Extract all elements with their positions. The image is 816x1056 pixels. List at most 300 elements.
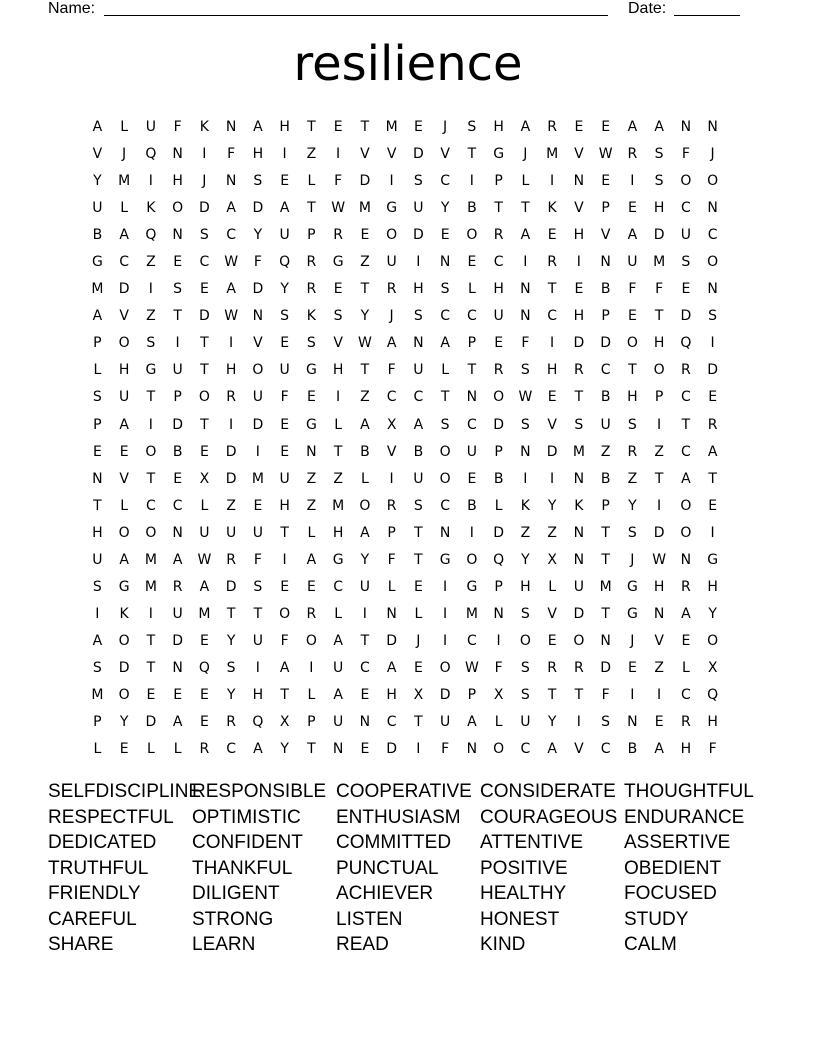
grid-letter[interactable]: L [307, 173, 316, 190]
grid-letter[interactable]: Y [440, 200, 450, 217]
grid-letter[interactable]: I [389, 470, 394, 487]
grid-letter[interactable]: E [306, 389, 316, 406]
grid-letter[interactable]: Q [145, 146, 157, 163]
grid-letter[interactable]: O [279, 605, 291, 622]
grid-letter[interactable]: I [229, 416, 234, 433]
grid-letter[interactable]: R [707, 416, 718, 433]
grid-letter[interactable]: K [146, 200, 156, 217]
grid-letter[interactable]: T [601, 605, 610, 622]
grid-letter[interactable]: H [386, 687, 397, 703]
grid-letter[interactable]: T [146, 659, 156, 676]
grid-letter[interactable]: A [440, 335, 450, 352]
grid-letter[interactable]: G [145, 362, 157, 379]
grid-letter[interactable]: O [707, 173, 719, 190]
grid-letter[interactable]: L [173, 741, 182, 758]
grid-letter[interactable]: C [226, 741, 237, 758]
grid-letter[interactable]: X [707, 659, 718, 676]
grid-letter[interactable]: T [360, 119, 370, 136]
grid-letter[interactable]: I [550, 173, 555, 190]
grid-letter[interactable]: E [360, 227, 370, 244]
grid-letter[interactable]: Y [360, 308, 370, 325]
grid-letter[interactable]: C [386, 714, 397, 731]
grid-letter[interactable]: L [200, 497, 209, 514]
grid-letter[interactable]: A [681, 470, 691, 487]
grid-letter[interactable]: O [386, 227, 398, 244]
grid-letter[interactable]: T [280, 687, 289, 703]
grid-letter[interactable]: U [172, 362, 183, 379]
grid-letter[interactable]: T [654, 308, 664, 325]
grid-letter[interactable]: N [172, 227, 183, 244]
grid-letter[interactable]: T [226, 605, 236, 622]
grid-letter[interactable]: A [654, 741, 664, 758]
grid-letter[interactable]: C [600, 741, 611, 758]
grid-letter[interactable]: S [681, 254, 691, 271]
grid-letter[interactable]: R [627, 443, 638, 460]
grid-letter[interactable]: F [253, 551, 262, 568]
grid-letter[interactable]: S [440, 281, 450, 298]
grid-letter[interactable]: W [598, 146, 613, 163]
grid-letter[interactable]: A [360, 416, 370, 433]
grid-letter[interactable]: B [360, 443, 370, 460]
grid-letter[interactable]: P [467, 335, 477, 352]
grid-letter[interactable]: H [493, 281, 504, 298]
grid-letter[interactable]: F [253, 254, 262, 271]
grid-letter[interactable]: A [119, 227, 129, 244]
grid-letter[interactable]: L [521, 173, 530, 190]
grid-letter[interactable]: S [467, 119, 477, 136]
grid-letter[interactable]: O [439, 443, 451, 460]
grid-letter[interactable]: U [252, 389, 263, 406]
grid-letter[interactable]: C [466, 308, 477, 325]
grid-letter[interactable]: L [441, 362, 450, 379]
grid-letter[interactable]: D [172, 632, 184, 649]
grid-letter[interactable]: G [386, 200, 398, 217]
grid-letter[interactable]: E [280, 443, 290, 460]
grid-letter[interactable]: A [199, 578, 210, 595]
grid-letter[interactable]: S [199, 227, 209, 244]
grid-letter[interactable]: M [546, 146, 559, 163]
grid-letter[interactable]: L [307, 687, 316, 703]
grid-letter[interactable]: H [653, 335, 665, 352]
grid-letter[interactable]: I [148, 416, 153, 433]
grid-letter[interactable]: Y [360, 551, 370, 568]
grid-letter[interactable]: T [307, 741, 316, 758]
grid-letter[interactable]: I [469, 524, 474, 541]
grid-letter[interactable]: V [386, 146, 397, 163]
grid-letter[interactable]: V [654, 632, 664, 649]
grid-letter[interactable]: O [466, 551, 478, 568]
grid-letter[interactable]: A [386, 335, 397, 352]
grid-letter[interactable]: E [681, 632, 691, 649]
grid-letter[interactable]: T [307, 119, 316, 136]
grid-letter[interactable]: L [494, 497, 503, 514]
grid-letter[interactable]: W [652, 551, 667, 568]
grid-letter[interactable]: Z [360, 389, 370, 406]
grid-letter[interactable]: T [280, 524, 289, 541]
grid-letter[interactable]: Y [226, 687, 236, 703]
grid-letter[interactable]: U [413, 200, 424, 217]
grid-letter[interactable]: K [520, 497, 530, 514]
grid-letter[interactable]: Z [226, 497, 236, 514]
grid-letter[interactable]: I [362, 605, 367, 622]
grid-letter[interactable]: V [333, 335, 343, 352]
grid-letter[interactable]: I [175, 335, 180, 352]
grid-letter[interactable]: D [412, 227, 424, 244]
grid-letter[interactable]: C [226, 227, 237, 244]
grid-letter[interactable]: Z [146, 308, 156, 325]
grid-letter[interactable]: C [440, 497, 451, 514]
grid-letter[interactable]: O [493, 741, 505, 758]
grid-letter[interactable]: E [173, 687, 183, 703]
grid-letter[interactable]: L [93, 741, 102, 758]
grid-letter[interactable]: B [493, 470, 504, 487]
grid-letter[interactable]: C [520, 741, 531, 758]
grid-letter[interactable]: C [440, 173, 451, 190]
grid-letter[interactable]: N [573, 551, 585, 568]
grid-letter[interactable]: Q [252, 714, 264, 731]
grid-letter[interactable]: R [627, 146, 638, 163]
grid-letter[interactable]: E [119, 443, 129, 460]
grid-letter[interactable]: T [547, 281, 557, 298]
grid-letter[interactable]: A [226, 200, 236, 217]
grid-letter[interactable]: T [601, 551, 610, 568]
grid-letter[interactable]: Q [198, 659, 210, 676]
grid-letter[interactable]: I [255, 659, 260, 676]
grid-letter[interactable]: I [148, 281, 153, 298]
grid-letter[interactable]: H [707, 714, 718, 731]
grid-letter[interactable]: R [547, 119, 557, 136]
grid-letter[interactable]: S [413, 497, 423, 514]
grid-letter[interactable]: I [336, 146, 341, 163]
grid-letter[interactable]: H [520, 578, 531, 595]
grid-letter[interactable]: B [467, 200, 477, 217]
grid-letter[interactable]: X [386, 416, 397, 433]
grid-letter[interactable]: R [574, 659, 584, 676]
grid-letter[interactable]: H [627, 389, 638, 406]
grid-letter[interactable]: L [120, 119, 129, 136]
grid-letter[interactable]: E [547, 389, 557, 406]
grid-letter[interactable]: E [306, 578, 316, 595]
grid-letter[interactable]: A [333, 687, 343, 703]
grid-letter[interactable]: A [92, 119, 103, 136]
grid-letter[interactable]: T [200, 416, 209, 433]
grid-letter[interactable]: O [707, 254, 719, 271]
grid-letter[interactable]: G [439, 551, 451, 568]
grid-letter[interactable]: I [630, 173, 635, 190]
grid-letter[interactable]: Y [226, 632, 236, 649]
grid-letter[interactable]: S [520, 605, 530, 622]
grid-letter[interactable]: T [601, 524, 610, 541]
grid-letter[interactable]: E [627, 659, 637, 676]
grid-letter[interactable]: Z [627, 470, 638, 487]
grid-letter[interactable]: Q [493, 551, 505, 568]
grid-letter[interactable]: E [413, 119, 423, 136]
grid-letter[interactable]: T [333, 443, 343, 460]
grid-letter[interactable]: A [92, 632, 103, 649]
grid-letter[interactable]: R [306, 254, 317, 271]
grid-letter[interactable]: V [547, 416, 557, 433]
grid-letter[interactable]: T [360, 632, 370, 649]
grid-letter[interactable]: U [413, 362, 424, 379]
grid-letter[interactable]: E [280, 335, 290, 352]
grid-letter[interactable]: C [119, 254, 130, 271]
grid-letter[interactable]: E [92, 443, 102, 460]
grid-letter[interactable]: R [226, 551, 236, 568]
grid-letter[interactable]: X [493, 687, 504, 703]
grid-letter[interactable]: F [521, 335, 530, 352]
grid-letter[interactable]: A [279, 200, 290, 217]
grid-letter[interactable]: Y [628, 497, 637, 514]
grid-letter[interactable]: D [493, 524, 505, 541]
grid-letter[interactable]: A [627, 119, 638, 136]
grid-letter[interactable]: N [600, 632, 611, 649]
grid-letter[interactable]: N [252, 308, 264, 325]
grid-letter[interactable]: D [439, 687, 451, 703]
grid-letter[interactable]: N [520, 443, 531, 460]
grid-letter[interactable]: M [358, 200, 371, 217]
grid-letter[interactable]: D [386, 632, 398, 649]
grid-letter[interactable]: V [440, 146, 450, 163]
grid-letter[interactable]: V [386, 443, 397, 460]
grid-letter[interactable]: P [494, 443, 503, 460]
grid-letter[interactable]: R [574, 362, 584, 379]
grid-letter[interactable]: Z [654, 443, 664, 460]
grid-letter[interactable]: R [681, 362, 691, 379]
grid-letter[interactable]: S [601, 714, 611, 731]
grid-letter[interactable]: V [119, 308, 129, 325]
grid-letter[interactable]: J [523, 146, 528, 163]
grid-letter[interactable]: V [574, 146, 584, 163]
grid-letter[interactable]: C [680, 200, 691, 217]
grid-letter[interactable]: N [600, 254, 611, 271]
grid-letter[interactable]: E [119, 741, 129, 758]
grid-letter[interactable]: U [493, 308, 504, 325]
grid-letter[interactable]: F [708, 741, 717, 758]
grid-letter[interactable]: O [198, 389, 210, 406]
grid-letter[interactable]: P [93, 416, 102, 433]
grid-letter[interactable]: I [282, 551, 287, 568]
grid-letter[interactable]: A [413, 416, 424, 433]
grid-letter[interactable]: L [334, 605, 343, 622]
grid-letter[interactable]: B [600, 470, 611, 487]
grid-letter[interactable]: O [172, 200, 184, 217]
grid-letter[interactable]: N [172, 146, 183, 163]
grid-letter[interactable]: E [253, 497, 263, 514]
grid-letter[interactable]: J [202, 173, 207, 190]
grid-letter[interactable]: M [144, 551, 157, 568]
grid-letter[interactable]: E [199, 281, 209, 298]
grid-letter[interactable]: W [331, 200, 346, 217]
grid-letter[interactable]: D [225, 443, 237, 460]
grid-letter[interactable]: U [279, 227, 290, 244]
grid-letter[interactable]: E [413, 659, 423, 676]
grid-letter[interactable]: F [628, 281, 637, 298]
grid-letter[interactable]: G [332, 551, 344, 568]
grid-letter[interactable]: I [229, 335, 234, 352]
grid-letter[interactable]: S [333, 308, 343, 325]
grid-letter[interactable]: N [332, 741, 344, 758]
grid-letter[interactable]: D [600, 335, 612, 352]
grid-letter[interactable]: J [122, 146, 127, 163]
grid-letter[interactable]: T [253, 605, 263, 622]
grid-letter[interactable]: A [333, 632, 343, 649]
grid-letter[interactable]: O [626, 335, 638, 352]
grid-letter[interactable]: H [546, 362, 558, 379]
grid-letter[interactable]: N [707, 119, 718, 136]
grid-letter[interactable]: F [280, 389, 289, 406]
grid-letter[interactable]: U [252, 632, 263, 649]
grid-letter[interactable]: I [389, 173, 394, 190]
grid-letter[interactable]: L [548, 578, 557, 595]
grid-letter[interactable]: C [493, 254, 504, 271]
grid-letter[interactable]: T [414, 524, 423, 541]
grid-letter[interactable]: N [707, 281, 718, 298]
grid-letter[interactable]: G [118, 578, 130, 595]
grid-letter[interactable]: T [307, 200, 316, 217]
grid-letter[interactable]: I [710, 335, 715, 352]
grid-letter[interactable]: T [146, 470, 156, 487]
grid-letter[interactable]: T [628, 362, 637, 379]
grid-letter[interactable]: H [707, 578, 718, 595]
grid-letter[interactable]: Z [306, 497, 317, 514]
grid-letter[interactable]: B [172, 443, 183, 460]
grid-letter[interactable]: E [360, 687, 370, 703]
grid-letter[interactable]: A [386, 659, 397, 676]
grid-letter[interactable]: U [333, 659, 344, 676]
grid-letter[interactable]: L [467, 281, 476, 298]
grid-letter[interactable]: H [332, 524, 344, 541]
grid-letter[interactable]: N [306, 443, 317, 460]
grid-letter[interactable]: I [657, 687, 662, 703]
grid-letter[interactable]: D [172, 416, 184, 433]
grid-letter[interactable]: U [199, 524, 210, 541]
grid-letter[interactable]: F [334, 173, 343, 190]
grid-letter[interactable]: I [148, 605, 153, 622]
grid-letter[interactable]: J [630, 551, 635, 568]
grid-letter[interactable]: N [573, 524, 585, 541]
grid-letter[interactable]: M [332, 497, 345, 514]
grid-letter[interactable]: F [387, 551, 396, 568]
grid-letter[interactable]: D [707, 362, 719, 379]
grid-letter[interactable]: U [386, 254, 397, 271]
grid-letter[interactable]: E [574, 119, 584, 136]
grid-letter[interactable]: T [494, 200, 503, 217]
grid-letter[interactable]: I [550, 335, 555, 352]
grid-letter[interactable]: E [627, 200, 637, 217]
grid-letter[interactable]: R [547, 659, 557, 676]
grid-letter[interactable]: C [413, 389, 424, 406]
grid-letter[interactable]: H [252, 146, 264, 163]
grid-letter[interactable]: I [657, 497, 662, 514]
grid-letter[interactable]: A [92, 308, 103, 325]
grid-letter[interactable]: U [413, 470, 424, 487]
grid-letter[interactable]: G [91, 254, 103, 271]
grid-letter[interactable]: A [467, 714, 477, 731]
grid-letter[interactable]: L [387, 578, 396, 595]
grid-letter[interactable]: M [118, 173, 131, 190]
grid-letter[interactable]: L [360, 470, 369, 487]
grid-letter[interactable]: Y [547, 714, 557, 731]
grid-letter[interactable]: R [199, 741, 210, 758]
grid-letter[interactable]: N [359, 714, 371, 731]
grid-letter[interactable]: R [547, 254, 557, 271]
grid-letter[interactable]: R [226, 389, 236, 406]
grid-letter[interactable]: V [600, 227, 611, 244]
grid-letter[interactable]: E [173, 254, 183, 271]
grid-letter[interactable]: N [439, 524, 451, 541]
grid-letter[interactable]: D [653, 227, 665, 244]
grid-letter[interactable]: O [359, 497, 371, 514]
grid-letter[interactable]: Q [145, 227, 157, 244]
grid-letter[interactable]: S [654, 146, 664, 163]
grid-letter[interactable]: P [173, 389, 182, 406]
grid-letter[interactable]: I [443, 632, 448, 649]
grid-letter[interactable]: U [92, 551, 103, 568]
grid-letter[interactable]: A [707, 443, 718, 460]
grid-letter[interactable]: A [654, 119, 664, 136]
grid-letter[interactable]: I [282, 146, 287, 163]
grid-letter[interactable]: T [521, 200, 530, 217]
grid-letter[interactable]: M [572, 443, 585, 460]
grid-letter[interactable]: I [710, 524, 715, 541]
grid-letter[interactable]: C [680, 389, 691, 406]
grid-letter[interactable]: U [279, 470, 290, 487]
grid-letter[interactable]: N [680, 119, 692, 136]
grid-letter[interactable]: E [708, 497, 718, 514]
grid-letter[interactable]: A [520, 227, 531, 244]
grid-letter[interactable]: K [199, 119, 209, 136]
grid-letter[interactable]: J [710, 146, 715, 163]
grid-letter[interactable]: V [253, 335, 263, 352]
grid-letter[interactable]: I [443, 605, 448, 622]
grid-letter[interactable]: N [520, 308, 531, 325]
grid-letter[interactable]: D [359, 173, 371, 190]
grid-letter[interactable]: Y [521, 551, 530, 568]
grid-letter[interactable]: C [466, 632, 477, 649]
grid-letter[interactable]: J [416, 632, 421, 649]
grid-letter[interactable]: E [494, 335, 504, 352]
grid-letter[interactable]: S [708, 308, 718, 325]
grid-letter[interactable]: G [626, 605, 638, 622]
grid-letter[interactable]: M [251, 470, 264, 487]
grid-letter[interactable]: M [653, 254, 666, 271]
grid-letter[interactable]: W [224, 308, 239, 325]
grid-letter[interactable]: C [172, 497, 183, 514]
grid-letter[interactable]: V [547, 605, 557, 622]
grid-letter[interactable]: H [680, 741, 692, 758]
grid-letter[interactable]: G [466, 578, 478, 595]
grid-letter[interactable]: Z [600, 443, 611, 460]
grid-letter[interactable]: S [253, 173, 263, 190]
grid-letter[interactable]: U [119, 389, 130, 406]
grid-letter[interactable]: E [280, 416, 290, 433]
grid-letter[interactable]: C [145, 497, 156, 514]
grid-letter[interactable]: H [493, 119, 504, 136]
grid-letter[interactable]: A [279, 659, 290, 676]
grid-letter[interactable]: T [173, 308, 182, 325]
grid-letter[interactable]: D [225, 578, 237, 595]
grid-letter[interactable]: U [172, 605, 183, 622]
grid-letter[interactable]: Y [280, 741, 289, 758]
grid-letter[interactable]: X [199, 470, 210, 487]
grid-letter[interactable]: K [547, 200, 557, 217]
grid-letter[interactable]: T [93, 497, 102, 514]
grid-letter[interactable]: P [387, 524, 396, 541]
grid-letter[interactable]: B [92, 227, 103, 244]
grid-letter[interactable]: F [681, 146, 690, 163]
grid-letter[interactable]: I [496, 632, 501, 649]
grid-letter[interactable]: S [92, 389, 102, 406]
